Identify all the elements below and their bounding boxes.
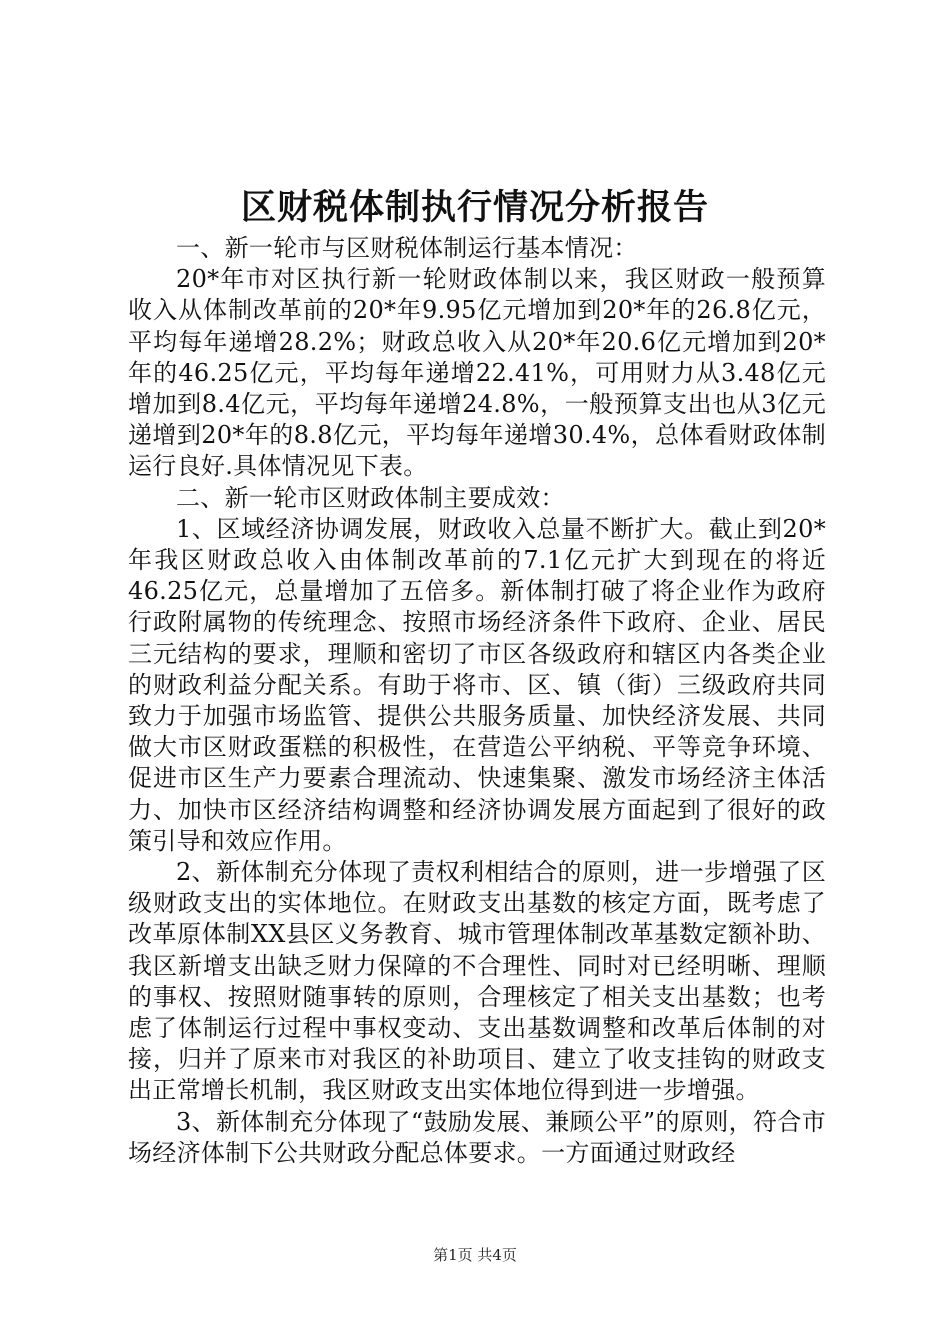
- body-paragraph: 3、新体制充分体现了“鼓励发展、兼顾公平”的原则，符合市场经济体制下公共财政分配总体要求。一方面通过财政经: [128, 1107, 826, 1167]
- body-paragraph: 20*年市对区执行新一轮财政体制以来，我区财政一般预算收入从体制改革前的20*年9.95亿元增加到20*年的26.8亿元，平均每年递增28.2%；财政总收入从20*年20.6亿元增加到20*年的46.25亿元，平均每年递增22.41%，可用财力从3.48亿元增加到8.4亿元，平均每年递增24.8%，一般预算支出也从3亿元递增到20*年的8.8亿元，平均每年递增30.4%，总体看财政体制运行良好.具体情况见下表。: [128, 265, 826, 481]
- section-heading-1: 一、新一轮市与区财税体制运行基本情况：: [176, 234, 638, 262]
- document-title: 区财税体制执行情况分析报告: [240, 188, 709, 228]
- page-number-footer: 第1页 共4页: [433, 1246, 517, 1264]
- section-heading-2: 二、新一轮市区财政体制主要成效：: [176, 483, 565, 512]
- document-body: [128, 233, 826, 1169]
- body-paragraph: 2、新体制充分体现了责权利相结合的原则，进一步增强了区级财政支出的实体地位。在财政支出基数的核定方面，既考虑了改革原体制XX县区义务教育、城市管理体制改革基数定额补助、我区新增支出缺乏财力保障的不合理性、同时对已经明晰、理顺的事权、按照财随事转的原则，合理核定了相关支出基数；也考虑了体制运行过程中事权变动、支出基数调整和改革后体制的对接，归并了原来市对我区的补助项目、建立了收支挂钩的财政支出正常增长机制，我区财政支出实体地位得到进一步增强。: [128, 858, 826, 1105]
- body-paragraph: 1、区域经济协调发展，财政收入总量不断扩大。截止到20*年我区财政总收入由体制改革前的7.1亿元扩大到现在的将近46.25亿元，总量增加了五倍多。新体制打破了将企业作为政府行政附属物的传统理念、按照市场经济条件下政府、企业、居民三元结构的要求，理顺和密切了市区各级政府和辖区内各类企业的财政利益分配关系。有助于将市、区、镇（街）三级政府共同致力于加强市场监管、提供公共服务质量、加快经济发展、共同做大市区财政蛋糕的积极性，在营造公平纳税、平等竞争环境、促进市区生产力要素合理流动、快速集聚、激发市场经济主体活力、加快市区经济结构调整和经济协调发展方面起到了很好的政策引导和效应作用。: [128, 514, 826, 855]
